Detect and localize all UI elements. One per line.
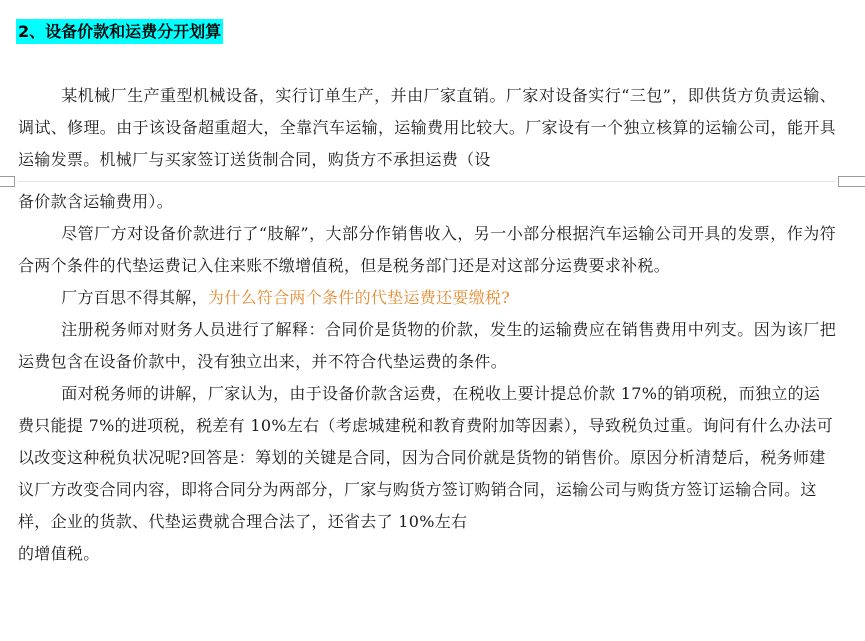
paragraph-5-tail: 的增值税。 xyxy=(18,544,100,563)
question-text: 为什么符合两个条件的代垫运费还要缴税? xyxy=(207,288,511,307)
paragraph-5: 面对税务师的讲解，厂家认为，由于设备价款含运费，在税收上要计提总价款 17%的销项税，而独立的运费只能提 7%的进项税，税差有 10%左右（考虑城建税和教育费附加等因素），导致税负过重。询问有什么办法可以改变这种税负状况呢?回答是：筹划的关键是合同，因为合同价就是货物的销售价。原因分析清楚后，税务师建议厂方改变合同内容，即将合同分为两部分，厂家与购货方签订购销合同，运输公司与购货方签订运输合同。这样，企业的货款、代垫运费就合理合法了，还省去了 10%左右 xyxy=(18,384,834,531)
document-body xyxy=(18,80,836,570)
section-heading: 2、设备价款和运费分开划算 xyxy=(16,19,223,44)
paragraph-3 xyxy=(18,282,836,314)
paragraph-1: 某机械厂生产重型机械设备，实行订单生产，并由厂家直销。厂家对设备实行“三包”，即供货方负责运输、调试、修理。由于该设备超重超大，全靠汽车运输，运输费用比较大。厂家设有一个独立核算的运输公司，能开具运输发票。机械厂与买家签订送货制合同，购货方不承担运费（设 xyxy=(18,86,836,169)
paragraph-2: 尽管厂方对设备价款进行了“肢解”，大部分作销售收入，另一小部分根据汽车运输公司开具的发票，作为符合两个条件的代垫运费记入住来账不缴增值税，但是税务部门还是对这部分运费要求补税。 xyxy=(18,224,836,275)
paragraph-1-continued: 备价款含运输费用）。 xyxy=(18,192,174,211)
page-break-marker-left xyxy=(0,176,15,187)
paragraph-4: 注册税务师对财务人员进行了解释：合同价是货物的价款，发生的运输费应在销售费用中列支。因为该厂把运费包含在设备价款中，没有独立出来，并不符合代垫运费的条件。 xyxy=(18,320,836,371)
page-break-marker-right xyxy=(838,176,865,187)
paragraph-3-prefix: 厂方百思不得其解， xyxy=(61,288,208,307)
